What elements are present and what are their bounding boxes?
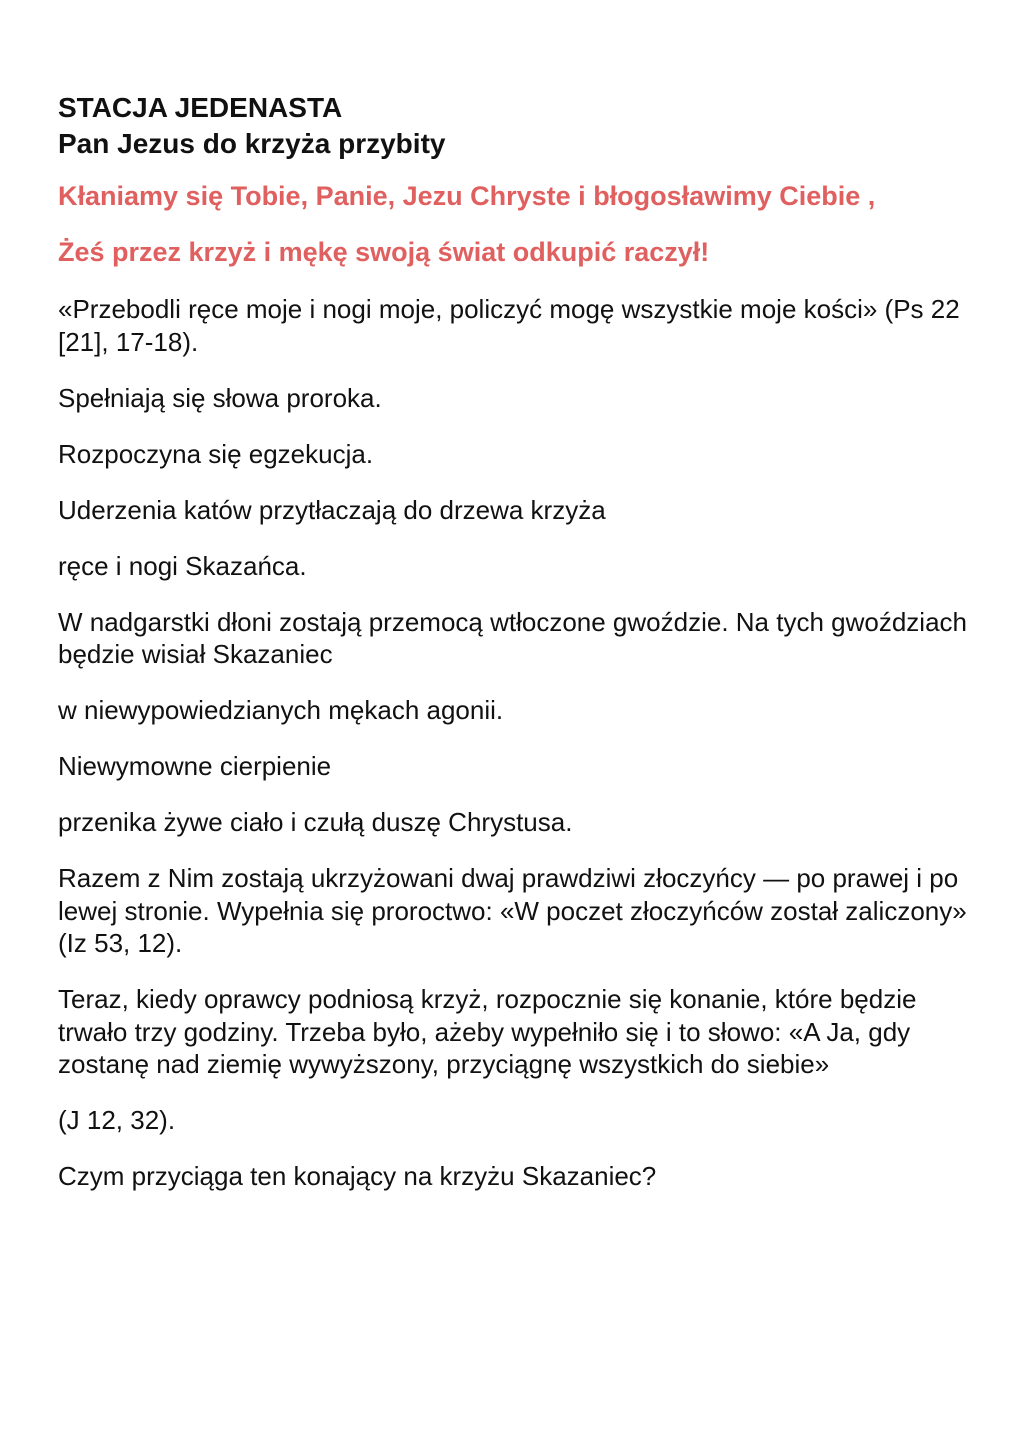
paragraph: W nadgarstki dłoni zostają przemocą wtłoczone gwoździe. Na tych gwoździach będzie wisiał Skazaniec <box>58 606 967 669</box>
paragraph: przenika żywe ciało i czułą duszę Chrystusa. <box>58 807 573 837</box>
paragraph: ręce i nogi Skazańca. <box>58 550 307 581</box>
paragraph: w niewypowiedzianych mękach agonii. <box>58 695 504 725</box>
document-page <box>58 90 988 1193</box>
paragraph: Razem z Nim zostają ukrzyżowani dwaj prawdziwi złoczyńcy — po prawej i po lewej stronie. Wypełnia się proroctwo: «W poczet złoczyńców został zaliczony» (Iz 53, 12). <box>58 863 967 958</box>
station-title: STACJA JEDENASTA <box>58 92 343 123</box>
paragraph: Teraz, kiedy oprawcy podniosą krzyż, rozpocznie się konanie, które będzie trwało trzy godziny. Trzeba było, ażeby wypełniło się i to słowo: «A Ja, gdy zostanę nad ziemię wywyższony, przyciągnę wszystkich do siebie» <box>58 984 917 1079</box>
paragraph: Niewymowne cierpienie <box>58 751 332 781</box>
antiphon-line-1: Kłaniamy się Tobie, Panie, Jezu Chryste i błogosławimy Ciebie , <box>58 181 876 211</box>
paragraph: «Przebodli ręce moje i nogi moje, policzyć mogę wszystkie moje kości» (Ps 22 [21], 17-18). <box>58 294 960 357</box>
paragraph: Czym przyciąga ten konający na krzyżu Skazaniec? <box>58 1161 657 1191</box>
paragraph: Spełniają się słowa proroka. <box>58 382 382 413</box>
paragraph: Rozpoczyna się egzekucja. <box>58 438 374 469</box>
paragraph: Uderzenia katów przytłaczają do drzewa krzyża <box>58 494 606 525</box>
station-subtitle: Pan Jezus do krzyża przybity <box>58 128 446 159</box>
paragraph: (J 12, 32). <box>58 1105 176 1135</box>
antiphon-line-2: Żeś przez krzyż i mękę swoją świat odkupić raczył! <box>58 237 710 267</box>
